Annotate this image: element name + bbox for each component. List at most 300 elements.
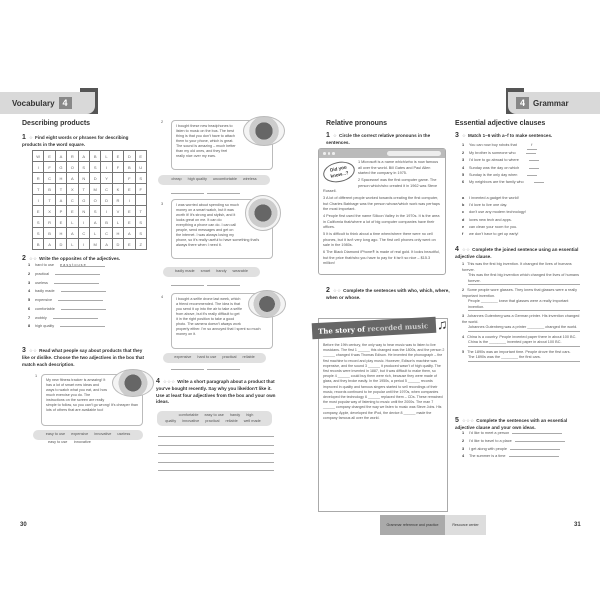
grid-cell[interactable]: S	[89, 206, 100, 217]
match-item	[462, 172, 580, 179]
fact-item[interactable]: 1 Microsoft is a name which/who is now famous all over the world. Bill Gates and Paul Allen started the company in 1975.	[358, 160, 439, 175]
exercise-3: 3 ☆☆ Read what people say about products that they like or dislike. Choose the two adjectives in the box that match each description.	[22, 347, 145, 367]
question	[462, 314, 580, 325]
grid-cell[interactable]: T	[135, 206, 146, 217]
item-number: 4	[462, 334, 465, 339]
question-text: This was the first big invention. It changed the lives of humans forever.	[462, 262, 572, 272]
grid-cell[interactable]: B	[44, 228, 55, 239]
question	[462, 262, 580, 273]
grid-cell[interactable]: C	[67, 195, 78, 206]
item-number: 3	[462, 446, 465, 451]
word-option: handy	[229, 413, 241, 417]
grid-cell[interactable]: A	[67, 173, 78, 184]
grid-cell[interactable]: A	[55, 151, 66, 162]
item-number: 3	[462, 314, 465, 318]
grid-cell[interactable]: S	[33, 228, 44, 239]
grid-row	[33, 184, 147, 195]
grid-cell[interactable]: D	[124, 151, 135, 162]
opposite-item	[28, 305, 128, 314]
word-option: practical	[205, 418, 220, 423]
match-answer[interactable]	[527, 175, 537, 176]
opposite-item	[28, 322, 128, 331]
sentence-start: The summer is a time	[469, 454, 506, 459]
match-item	[462, 157, 580, 164]
exercise-3: 3 ☆ Match 1–6 with a–f to make sentences.	[455, 132, 553, 139]
complete-item	[462, 453, 580, 461]
grid-cell[interactable]: A	[55, 195, 66, 206]
item-number: 2	[161, 120, 164, 124]
grid-cell[interactable]: O	[67, 162, 78, 173]
grid-cell[interactable]: H	[112, 228, 123, 239]
fitness-tracker-image	[112, 369, 154, 397]
grid-cell[interactable]: R	[67, 151, 78, 162]
grid-cell[interactable]: L	[101, 151, 112, 162]
exercise-2: 2 ☆☆ Write the opposites of the adjectives.	[22, 255, 121, 262]
word-option: high quality	[165, 413, 254, 423]
grid-cell[interactable]	[112, 173, 123, 184]
grid-cell[interactable]: B	[33, 239, 44, 250]
grid-cell[interactable]: S	[135, 173, 146, 184]
grid-cell[interactable]: E	[67, 206, 78, 217]
grid-cell[interactable]: S	[135, 228, 146, 239]
word-option: practical	[222, 355, 237, 359]
grid-row	[33, 151, 147, 162]
page-number: 30	[20, 522, 27, 528]
grid-cell[interactable]: A	[89, 217, 100, 228]
grid-cell[interactable]: G	[55, 162, 66, 173]
item-number: 5	[28, 298, 31, 303]
item-number: 5	[462, 349, 465, 354]
word-option: badly made	[175, 269, 195, 273]
answer-blank[interactable]	[512, 430, 562, 434]
grid-cell[interactable]: S	[89, 162, 100, 173]
grid-cell[interactable]: A	[78, 151, 89, 162]
grid-cell[interactable]: N	[78, 206, 89, 217]
opposite-item	[28, 296, 128, 305]
join-item	[462, 262, 580, 285]
grid-cell[interactable]: F	[112, 162, 123, 173]
exercise-2: 2 ☆☆ Complete the sentences with who, which, where, when or whose.	[326, 287, 450, 301]
item-number: 3	[462, 158, 465, 163]
story-text: Before the 19th century, the only way to hear music was to listen to live musicians. The first 1 ______ this changed was the 1800s, and the person 2 ______ changed it was Thomas Edison. He invented the phonograph – the first machine to record and play music. However, Edison's machine was expensive, and the sound 3 ______ it produced wasn't of high quality. The first records were invented in 1887, but it was difficult to make them, so people 4 ______ could buy them were rich, because they were made of glass, and they broke easily. In the 1950s, a period 5 ______ records improved in quality and famous singers started to sell recordings of their music, records continued to be popular until the 1970s, when companies developed the technology 6 ______ replaced them – CDs. These remained the most popular way of listening to music until the 2000s. The man 7 ______ company changed the way we listen to music was Steve Jobs. His company, Apple, developed the iPod, the device 8 ______ made the company famous all over the world.	[323, 343, 445, 420]
join-item	[462, 314, 580, 332]
did-you-know-badge: Did you know...?	[321, 159, 356, 185]
grid-cell[interactable]: B	[101, 217, 112, 228]
grid-cell[interactable]: C	[78, 228, 89, 239]
match-item	[462, 150, 580, 157]
answer-blank[interactable]	[58, 296, 103, 301]
item-letter: f	[462, 232, 464, 237]
adjective: comfortable	[35, 306, 55, 311]
word-option: handy	[216, 269, 227, 273]
grammar-tab	[508, 92, 600, 114]
review-bubble-1: My new fitness tracker is amazing! It has a lot of smart new ideas and ways to watch what you eat, and how much exercise you do. The instructions on the screen are really simple to follow, so you can't go wrong! It's cheaper than lots of others that are available too!	[41, 374, 143, 426]
grid-cell[interactable]: W	[33, 151, 44, 162]
word-option: high quality	[187, 177, 207, 181]
complete-item	[462, 446, 580, 454]
question-text: Some people wore glasses. They knew that glasses were a really important invention.	[462, 288, 578, 298]
sentence-start: I'd like to travel to a place	[469, 438, 512, 443]
word-option: uncomfortable	[212, 177, 237, 181]
complete-item	[462, 438, 580, 446]
sentence-end: we don't have to get up early!	[469, 232, 519, 237]
word-option: comfortable	[178, 413, 199, 417]
grid-cell[interactable]: A	[124, 228, 135, 239]
grid-cell[interactable]: T	[55, 184, 66, 195]
writing-line[interactable]	[158, 470, 274, 471]
grid-cell[interactable]: F	[135, 184, 146, 195]
item-letter: e	[462, 224, 465, 229]
grid-cell[interactable]: S	[135, 217, 146, 228]
question-text: The 1890s was an important time. People drove the first cars.	[467, 349, 571, 354]
grid-row	[33, 206, 147, 217]
item-number: 1	[462, 431, 465, 435]
word-option: wearable	[232, 269, 248, 273]
answer-blank[interactable]	[515, 438, 565, 442]
adjective: badly made	[35, 289, 55, 294]
grid-cell[interactable]: G	[78, 195, 89, 206]
grid-cell[interactable]: T	[78, 184, 89, 195]
answer-blank[interactable]	[55, 270, 100, 275]
word-option: innovative	[182, 418, 200, 423]
join-item	[462, 288, 580, 311]
grid-cell[interactable]: E	[112, 151, 123, 162]
answer-blank[interactable]	[61, 305, 106, 310]
browser-window	[318, 148, 446, 275]
sentence-start: Sunday was the day on which	[469, 165, 520, 170]
grid-cell[interactable]: M	[89, 184, 100, 195]
item-letter: b	[462, 203, 465, 208]
answer-blank[interactable]	[509, 453, 559, 457]
grid-cell[interactable]: F	[44, 162, 55, 173]
grid-cell[interactable]: K	[112, 184, 123, 195]
sentence-start: My neighbors are the family who	[469, 180, 524, 185]
item-number: 1	[35, 374, 38, 378]
grid-cell[interactable]: N	[78, 173, 89, 184]
grid-cell[interactable]: F	[124, 173, 135, 184]
match-answer[interactable]	[529, 160, 539, 161]
item-number: 3	[28, 280, 31, 285]
word-option: wireless	[242, 177, 257, 181]
word-option: expensive	[174, 355, 192, 359]
grid-cell[interactable]: E	[124, 217, 135, 228]
opposite-item	[28, 270, 128, 279]
smart-watch-image	[245, 195, 281, 231]
sentence-end: can clean your room for you.	[469, 224, 518, 229]
exercise-1: 1 ☆ Circle the correct relative pronouns in the sentences.	[326, 132, 431, 146]
answer-blank[interactable]	[54, 279, 99, 284]
answer-line[interactable]: China is the ________ invented paper in about 100 BC.	[468, 340, 580, 347]
answer-line[interactable]: This was the first big invention which changed the lives of humans forever.	[468, 273, 580, 285]
facts-list	[319, 158, 445, 267]
item-number: 4	[161, 295, 164, 299]
item-number: 4	[462, 454, 465, 459]
item-number: 3	[161, 202, 164, 206]
sentence-end: I invented a gadget the world!	[469, 196, 519, 200]
complete-item	[462, 430, 580, 438]
question-text: Johannes Gutenberg was a German printer. His invention changed the world.	[462, 314, 580, 324]
grammar-label: Grammar	[533, 98, 569, 108]
grid-cell[interactable]: H	[55, 173, 66, 184]
item-number: 4	[462, 165, 465, 170]
grid-cell[interactable]: M	[89, 239, 100, 250]
word-option: easy to use	[204, 413, 224, 417]
match-answer[interactable]	[526, 153, 536, 154]
grid-cell[interactable]: I	[78, 239, 89, 250]
answer-blank[interactable]	[53, 314, 98, 319]
opposite-item	[28, 287, 128, 296]
grid-cell[interactable]: C	[44, 173, 55, 184]
grid-cell[interactable]: C	[101, 184, 112, 195]
item-number: 5	[462, 172, 465, 177]
grid-cell[interactable]: R	[112, 195, 123, 206]
item-number: 8	[28, 324, 31, 329]
item-letter: a	[462, 196, 465, 200]
item-number: 6	[462, 180, 465, 185]
grid-cell[interactable]: E	[124, 206, 135, 217]
grid-row	[33, 173, 147, 184]
grid-cell[interactable]: S	[78, 162, 89, 173]
story-box	[318, 318, 448, 512]
grid-cell[interactable]: L	[89, 228, 100, 239]
answer-blank[interactable]	[60, 322, 105, 327]
opposite-item	[28, 279, 128, 288]
grid-cell[interactable]: E	[44, 151, 55, 162]
word-option: innovative	[94, 432, 112, 436]
item-number: 2	[462, 438, 465, 443]
unit-number: 4	[59, 97, 72, 109]
grid-row	[33, 228, 147, 239]
fact-item[interactable]: 6 The Black Diamond iPhone® is made of real gold. It looks beautiful, but the price that/who you have to pay for it isn't so nice – $15.3 million!	[323, 250, 440, 265]
answer-line[interactable]: The 1890s was the ________ the first cars.	[468, 355, 580, 362]
item-number: 1	[28, 263, 31, 267]
match-answer[interactable]: f	[527, 142, 537, 150]
vocabulary-tab	[0, 92, 95, 114]
drone-image	[248, 290, 286, 318]
item-letter: d	[462, 217, 465, 222]
join-item	[462, 335, 580, 347]
grid-cell[interactable]: I	[101, 206, 112, 217]
resource-center-button[interactable]: Resource center	[445, 515, 486, 535]
adjective: high quality	[35, 324, 55, 329]
grid-cell[interactable]: T	[33, 184, 44, 195]
section-title: Describing products	[22, 120, 91, 127]
grid-cell[interactable]: Z	[135, 239, 146, 250]
unit-number: 4	[516, 97, 529, 109]
answer-blank[interactable]	[61, 287, 106, 292]
grid-row	[33, 162, 147, 173]
item-number: 2	[462, 151, 465, 156]
exercise-1: 1 ☆ Find eight words or phrases for describing products in the word square.	[22, 134, 129, 148]
match-item	[462, 224, 580, 231]
grid-cell[interactable]: P	[55, 206, 66, 217]
grid-row	[33, 217, 147, 228]
match-list-left	[462, 142, 580, 186]
word-box	[158, 175, 270, 185]
word-option: reliable	[242, 355, 255, 359]
match-answer[interactable]	[529, 168, 539, 169]
grid-cell[interactable]: E	[55, 217, 66, 228]
grid-cell[interactable]: A	[101, 239, 112, 250]
grid-cell[interactable]: A	[67, 228, 78, 239]
match-item	[462, 209, 580, 216]
sentence-start: I'd love to go abroad to where	[469, 158, 519, 163]
word-option: useless	[117, 432, 131, 436]
grid-cell[interactable]: S	[33, 217, 44, 228]
adjective: wobbly	[35, 315, 47, 320]
story-title: The story of recorded music	[312, 317, 437, 339]
grid-cell[interactable]: B	[44, 184, 55, 195]
word-option: easy to use	[45, 432, 66, 436]
match-item	[462, 202, 580, 209]
grid-cell[interactable]: V	[112, 206, 123, 217]
grid-cell[interactable]: I	[33, 195, 44, 206]
word-option: reliable	[225, 418, 238, 423]
grid-cell[interactable]: D	[112, 239, 123, 250]
match-item	[462, 195, 580, 202]
sentence-start: You can now buy robots that	[469, 143, 517, 147]
review-bubble-2: I bought these new headphones to listen to music on the bus. The best thing is that you don't have to attach them to your phone, which is great. The sound is amazing – much better than my old ones, and they feel really nice over my ears.	[171, 120, 273, 170]
adjective: practical	[35, 271, 50, 276]
grammar-reference-button[interactable]: Grammar reference and practice	[380, 515, 445, 535]
fact-item[interactable]: 2 Spacewar! was the first computer game. The person which/who created it in 1962 was Steve Russell.	[323, 178, 438, 193]
grid-cell[interactable]	[135, 195, 146, 206]
section-title: Essential adjective clauses	[455, 120, 546, 127]
grid-cell[interactable]: Y	[101, 173, 112, 184]
complete-sentences	[462, 430, 580, 461]
word-square	[32, 150, 147, 250]
join-sentences	[462, 262, 580, 365]
answer-blank[interactable]: e a s y t o u s e	[60, 262, 105, 267]
word-option: smart	[200, 269, 211, 273]
grid-cell[interactable]: L	[67, 217, 78, 228]
grid-cell[interactable]: D	[89, 173, 100, 184]
grid-cell[interactable]: X	[44, 206, 55, 217]
sentence-start: Sunday is the only day when	[469, 172, 518, 177]
review-bubble-3: I was worried about spending so much money on a smart watch, but it was worth it! It's strong and stylish, and it looks great on me. It can do everything a phone can do. I can call people, send messages and get on the internet. I was always losing my phone, so it's really useful to have something that's always there when I need it.	[171, 199, 273, 259]
sentence-end: I'd love to live one day.	[469, 203, 508, 208]
grid-row	[33, 195, 147, 206]
sentence-start: My brother is someone who	[469, 151, 516, 156]
grid-cell[interactable]: E	[135, 151, 146, 162]
grid-cell[interactable]: R	[33, 173, 44, 184]
exercise-4: 4 ☆☆☆ Write a short paragraph about a product that you've bought recently. Say why you like/don't like it. Use at least four adjectives from the box and your own ideas.	[156, 378, 276, 404]
word-box	[163, 353, 266, 363]
section-title: Relative pronouns	[326, 120, 388, 127]
headphones-image	[243, 116, 285, 146]
item-number: 1	[462, 143, 465, 147]
grid-row	[33, 239, 147, 250]
sentence-start: I'd like to meet a person	[469, 431, 510, 435]
writing-line[interactable]	[158, 462, 274, 463]
grid-cell[interactable]: X	[67, 184, 78, 195]
question-text: China is a country. People invented paper there in about 100 BC.	[467, 334, 577, 339]
word-option: well made	[243, 418, 261, 423]
opposite-item	[28, 314, 128, 323]
fact-item[interactable]: 3 A lot of different people worked towards creating the first computer, but Charles Babbage was the person whose/which work was perhaps the most important.	[323, 196, 440, 211]
review-bubble-4: I bought a selfie drone last week, which a friend recommended. The idea is that you send it up into the air to take a selfie from above, but it's really difficult to get it in the right position to take a good photo. The camera doesn't always work properly either. I'm so annoyed that I spent so much money on it.	[171, 293, 273, 349]
grid-cell[interactable]: E	[124, 184, 135, 195]
match-item	[462, 142, 580, 150]
exercise-5: 5 ☆☆☆ Complete the sentences with an essential adjective clause and your own ideas.	[455, 417, 568, 431]
grid-cell[interactable]: R	[44, 217, 55, 228]
match-list-right	[462, 195, 580, 238]
adjective: hard to use	[35, 263, 54, 267]
answer-line[interactable]: Johannes Gutenberg was a printer ________ changed the world.	[468, 325, 580, 332]
grid-cell[interactable]: T	[44, 195, 55, 206]
word-box	[157, 411, 272, 426]
exercise-4: 4 ☆☆ Complete the joined sentence using an essential adjective clause.	[455, 246, 579, 260]
search-bar	[387, 151, 441, 156]
adjective: useless	[35, 280, 48, 285]
grid-cell[interactable]: L	[112, 217, 123, 228]
item-number: 1	[462, 262, 465, 266]
grid-cell[interactable]: E	[33, 206, 44, 217]
word-option: cheap	[171, 177, 182, 181]
sentence-end: don't use any modern technology!	[469, 210, 526, 215]
grid-cell[interactable]: D	[55, 239, 66, 250]
match-answer[interactable]	[534, 182, 544, 183]
match-item	[462, 231, 580, 238]
grid-cell[interactable]: B	[89, 151, 100, 162]
grid-cell[interactable]: I	[33, 162, 44, 173]
question	[462, 288, 580, 299]
grid-cell[interactable]: U	[135, 162, 146, 173]
page-number: 31	[574, 522, 581, 528]
answer-blank[interactable]	[510, 446, 560, 450]
opposite-item	[28, 262, 128, 270]
item-number: 2	[28, 271, 31, 276]
writing-line[interactable]	[158, 453, 274, 454]
fact-item[interactable]: 4 People first used the name Silicon Valley in the 1970s. It is the area in California that/where a lot of big computer companies have their offices.	[323, 214, 440, 229]
match-item	[462, 165, 580, 172]
join-item	[462, 350, 580, 362]
opposites-list	[28, 262, 128, 331]
grid-cell[interactable]: L	[67, 239, 78, 250]
word-box	[163, 267, 260, 277]
grid-cell[interactable]: O	[89, 195, 100, 206]
vocabulary-label: Vocabulary	[12, 98, 55, 108]
word-box	[33, 430, 143, 440]
writing-line[interactable]	[158, 436, 274, 437]
grid-cell[interactable]: E	[124, 239, 135, 250]
sentence-end: loves new tech and apps.	[469, 217, 512, 222]
item-number: 6	[28, 306, 31, 311]
fact-item[interactable]: 5 It is difficult to think about a time when/where there were no cell phones, but it isn't very long ago. The first cell phones only went on sale in the 1980s.	[323, 232, 436, 247]
item-number: 7	[28, 315, 31, 320]
item-number: 4	[28, 289, 31, 294]
match-item	[462, 179, 580, 186]
answer-line[interactable]: People ________ knew that glasses were a really important invention.	[468, 299, 580, 311]
answer: easy to use innovative	[48, 440, 91, 444]
adjective: expensive	[35, 298, 53, 303]
grid-cell[interactable]: D	[101, 195, 112, 206]
grid-cell[interactable]: I	[124, 195, 135, 206]
match-item	[462, 217, 580, 224]
word-option: expensive	[71, 432, 89, 436]
grid-cell[interactable]: I	[101, 162, 112, 173]
music-note-icon: ♫	[437, 316, 448, 332]
grid-cell[interactable]: B	[124, 162, 135, 173]
writing-line[interactable]	[158, 445, 274, 446]
word-option: hard to use	[197, 355, 217, 359]
grid-cell[interactable]: H	[55, 228, 66, 239]
sentence-start: I get along with people	[469, 446, 507, 451]
grid-cell[interactable]: A	[44, 239, 55, 250]
grid-cell[interactable]: C	[101, 228, 112, 239]
grid-cell[interactable]: I	[78, 217, 89, 228]
item-letter: c	[462, 210, 465, 215]
